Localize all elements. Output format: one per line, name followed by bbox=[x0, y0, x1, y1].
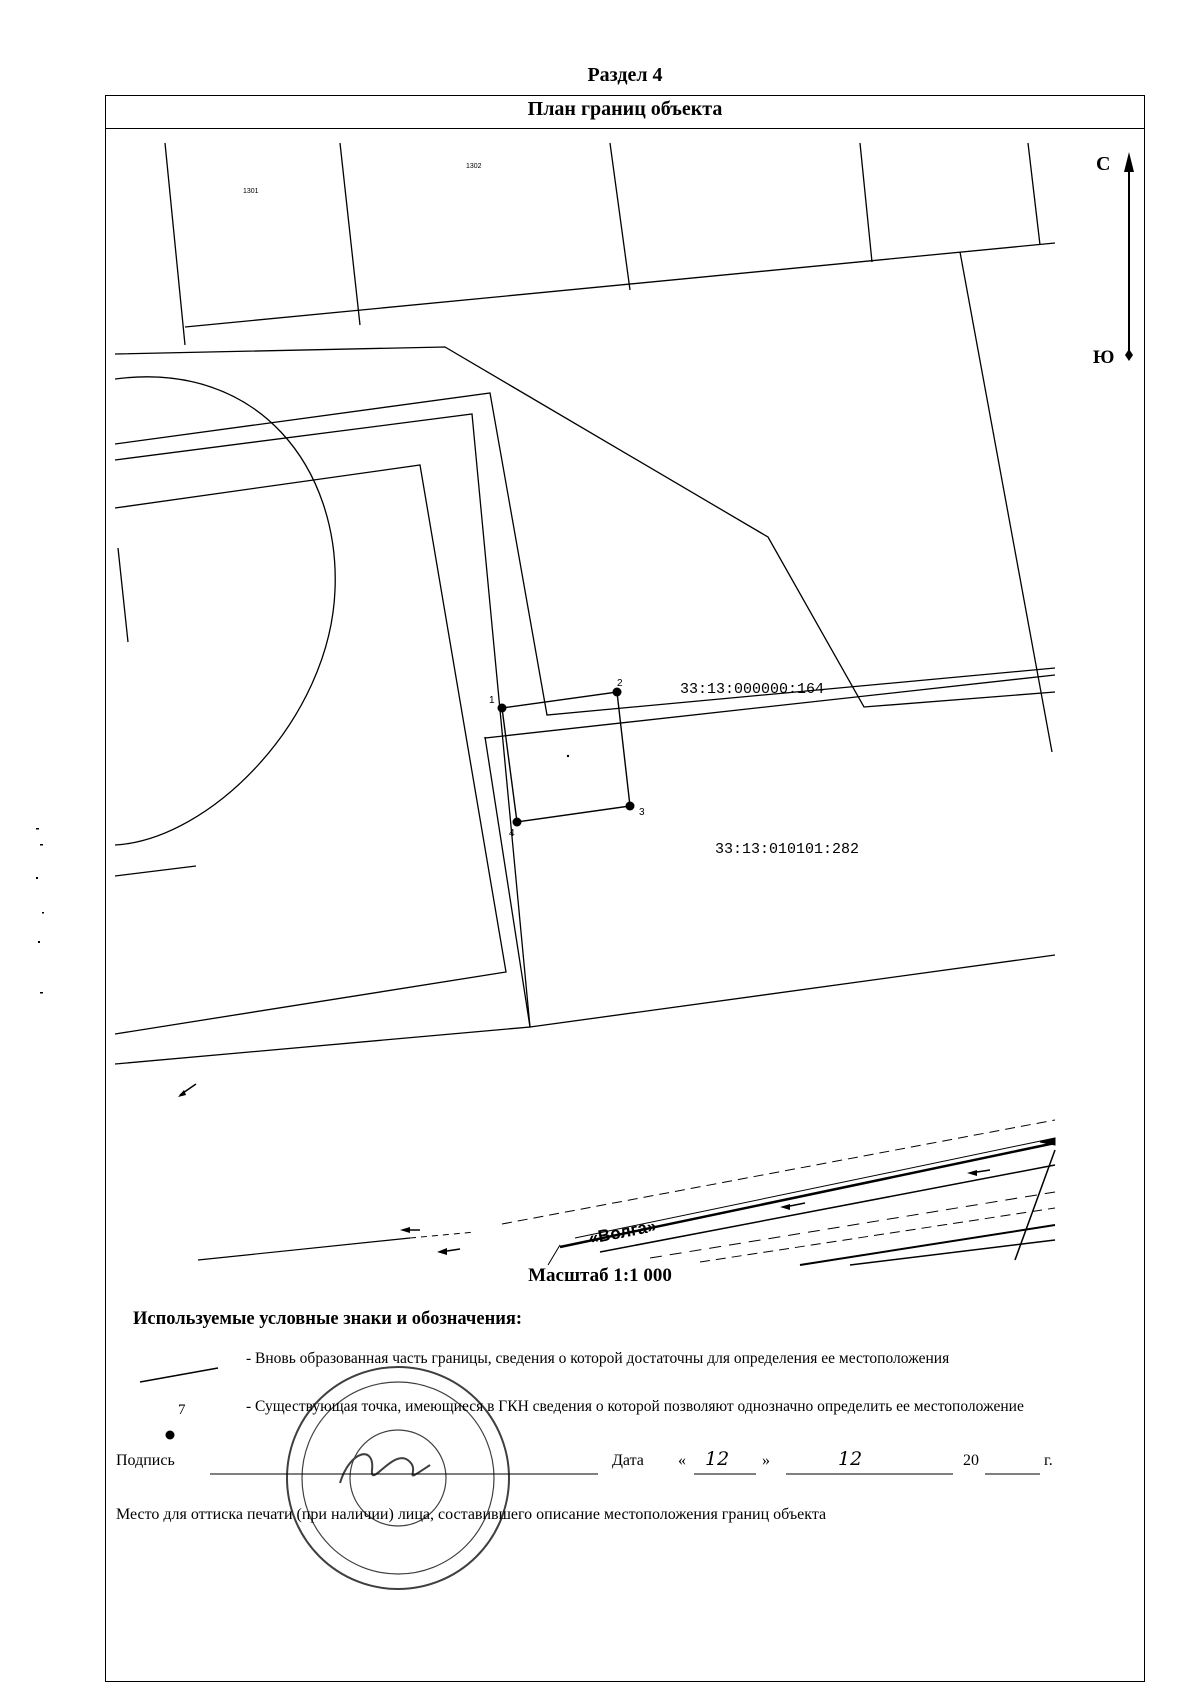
legend-item-line-text: - Вновь образованная часть границы, сведения о которой достаточны для определения ее местоположения bbox=[246, 1350, 950, 1367]
point-4-label: 4 bbox=[509, 828, 515, 839]
north-label: С bbox=[1096, 153, 1111, 175]
signature-label: Подпись bbox=[116, 1452, 175, 1469]
arrow-left-icon bbox=[437, 1248, 447, 1255]
small-label-a: 1301 bbox=[243, 188, 259, 195]
margin-specks bbox=[36, 828, 44, 994]
river-area bbox=[198, 1120, 1055, 1265]
date-label: Дата bbox=[612, 1452, 644, 1469]
upper-parcel-lines bbox=[165, 143, 1055, 345]
arrow-left-icon bbox=[780, 1204, 790, 1210]
date-year-prefix: 20 bbox=[963, 1452, 979, 1469]
legend-item-point-text: - Существующая точка, имеющиеся в ГКН сведения о которой позволяют однозначно определить ее местоположение bbox=[246, 1398, 1024, 1415]
small-label-b: 1302 bbox=[466, 163, 482, 170]
legend-line-symbol bbox=[140, 1368, 218, 1382]
arrow-diamond-icon bbox=[1125, 349, 1133, 361]
point-3-marker bbox=[626, 802, 635, 811]
point-3-label: 3 bbox=[639, 807, 645, 818]
object-polygon bbox=[502, 692, 630, 822]
point-4-marker bbox=[513, 818, 522, 827]
legend-point-symbol bbox=[166, 1431, 175, 1440]
arrow-up-icon bbox=[1124, 152, 1134, 172]
section-heading: Раздел 4 bbox=[587, 64, 663, 86]
date-quote-close: » bbox=[762, 1452, 770, 1469]
date-month: 12 bbox=[838, 1448, 863, 1470]
parcel-lower-label: 33:13:010101:282 bbox=[715, 841, 860, 858]
river-label: «Волга» bbox=[587, 1216, 658, 1248]
south-label: Ю bbox=[1093, 347, 1115, 368]
date-year-suffix: г. bbox=[1044, 1452, 1053, 1469]
legend-title: Используемые условные знаки и обозначения: bbox=[133, 1309, 523, 1329]
date-quote-open: « bbox=[678, 1452, 686, 1469]
point-1-marker bbox=[498, 704, 507, 713]
parcel-upper-label: 33:13:000000:164 bbox=[680, 681, 825, 698]
arc-boundary bbox=[115, 377, 335, 845]
scale-label: Масштаб 1:1 000 bbox=[528, 1265, 672, 1286]
legend-item-point-label: 7 bbox=[178, 1402, 186, 1418]
center-dot bbox=[567, 755, 569, 757]
street-lines bbox=[115, 252, 1055, 1064]
point-1-label: 1 bbox=[489, 695, 495, 706]
plan-title: План границ объекта bbox=[527, 98, 723, 120]
date-day: 12 bbox=[705, 1448, 730, 1470]
arrow-left-icon bbox=[967, 1170, 977, 1176]
flow-arrow-left bbox=[178, 1084, 196, 1097]
arrow-left-icon bbox=[400, 1227, 410, 1233]
point-2-label: 2 bbox=[617, 678, 623, 689]
north-arrow bbox=[1093, 152, 1134, 368]
seal-place-text: Место для оттиска печати (при наличии) лица, составившего описание местоположения границ объекта bbox=[116, 1506, 827, 1523]
